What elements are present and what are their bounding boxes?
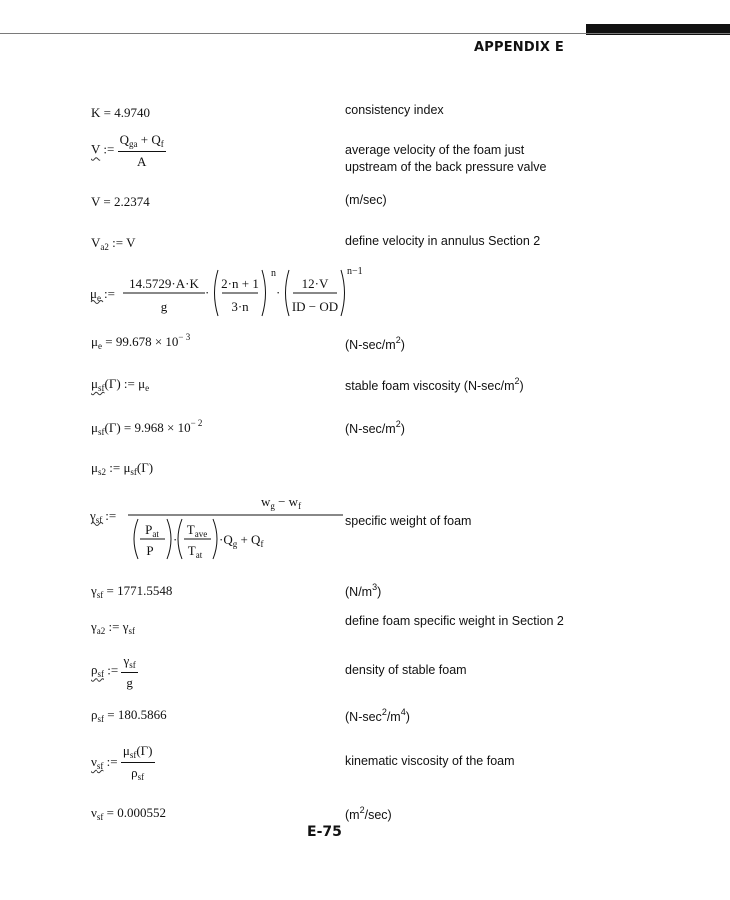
eq-mu-s2: $\mu_{s2}$ := $\mu_{sf}(\Gamma)$: [91, 460, 154, 477]
svg-text:·: ·: [276, 285, 281, 300]
svg-text:2·n + 1: 2·n + 1: [221, 276, 259, 291]
desc-gamma-val: $(N/m^3)$: [345, 582, 382, 599]
eq-gamma-a2: $\gamma_{a2}$ := $\gamma_{sf}$: [91, 619, 135, 636]
svg-text:·: ·: [205, 285, 210, 300]
eq-mu-sf-def: $\mu_{sf}(\Gamma)$ := $\mu_e$: [91, 376, 150, 393]
svg-text:ID − OD: ID − OD: [291, 299, 339, 314]
eq-rho-def: $\rho_{sf}$ := $\frac{\gamma_{sf}}{g}$: [91, 653, 136, 690]
svg-text:Pat: $P_{at}$: [145, 522, 159, 539]
eq-gamma-val: $\gamma_{sf} = 1771.5548$: [91, 583, 173, 600]
desc-v-val: (m/sec): [345, 193, 387, 207]
eq-k: K = 4.9740: [91, 105, 150, 120]
v-fraction: $\frac{Q_{ga} + Q_f}{A}$: [119, 132, 164, 169]
svg-text:3·n: 3·n: [231, 299, 249, 314]
eq-v-def: V := $\frac{Q_{ga} + Q_f}{A}$: [91, 132, 164, 169]
appendix-title: APPENDIX E: [474, 40, 564, 55]
eq-v-val: V = 2.2374: [91, 194, 150, 209]
svg-text:14.5729·A·K: 14.5729·A·K: [129, 276, 199, 291]
svg-text:Tave: $T_{ave}$: [186, 522, 208, 539]
desc-nu-def: kinematic viscosity of the foam: [345, 754, 515, 768]
desc-v-def: average velocity of the foam just upstream of the back pressure valve: [345, 143, 547, 174]
svg-text:wg − wf: $w_g - w_f$: [260, 494, 302, 511]
svg-text:12·V: 12·V: [301, 276, 329, 291]
eq-mu-e-val: $\mu_e = 99.678 \times 10^{- 3}$: [91, 332, 191, 351]
page-number: E-75: [307, 824, 342, 840]
svg-text:P: P: [146, 543, 154, 558]
desc-nu-val: $(m^2/\sec)$: [345, 805, 392, 822]
eq-rho-val: $\rho_{sf} = 180.5866$: [91, 707, 167, 724]
desc-rho-def: density of stable foam: [345, 663, 467, 677]
desc-rho-val: $(N-\sec^2/m^4)$: [345, 707, 410, 724]
eq-gamma-def: [85, 493, 355, 565]
svg-text:g: g: [160, 299, 168, 314]
eq-va2: $V_{a2}$ := V: [91, 235, 136, 252]
desc-mu-e-val: $(N-\sec/m^2)$: [345, 335, 405, 352]
eq-mu-e-def: [85, 264, 365, 326]
desc-va2: define velocity in annulus Section 2: [345, 234, 541, 248]
rho-fraction: $\frac{\gamma_{sf}}{g}$: [123, 653, 136, 690]
desc-mu-sf-val: $(N-\sec/m^2)$: [345, 419, 405, 436]
header-rule: [0, 33, 730, 34]
desc-gamma-a2: define foam specific weight in Section 2: [345, 614, 564, 628]
nu-fraction: $\frac{\mu_{sf}(\Gamma)}{\rho_{sf}}$: [122, 743, 153, 782]
svg-text:·Qg + Qf: $\cdot Q_g + Q_f$: [219, 532, 264, 549]
svg-text:μe:=: $\mu_e$ :=: [90, 286, 115, 303]
eq-nu-val: $\nu_{sf} = 0.000552$: [91, 805, 166, 822]
svg-text:γsf:=: $\gamma_{sf}$ :=: [90, 508, 117, 525]
eq-nu-def: $\nu_{sf}$ := $\frac{\mu_{sf}(\Gamma)}{\rho_{sf}}$: [91, 743, 153, 782]
desc-mu-sf-def: stable foam viscosity $(N-\sec/m^2)$: [345, 376, 524, 393]
svg-text:·: ·: [173, 532, 178, 547]
desc-gamma-def: specific weight of foam: [345, 514, 472, 528]
svg-text:Tat: $T_{at}$: [187, 543, 203, 560]
desc-k: consistency index: [345, 103, 444, 117]
svg-text:n: n: [271, 268, 276, 279]
svg-text:n−1: n−1: [347, 266, 363, 277]
eq-mu-sf-val: $\mu_{sf}(\Gamma) = 9.968 \times 10^{- 2}$: [91, 418, 203, 437]
